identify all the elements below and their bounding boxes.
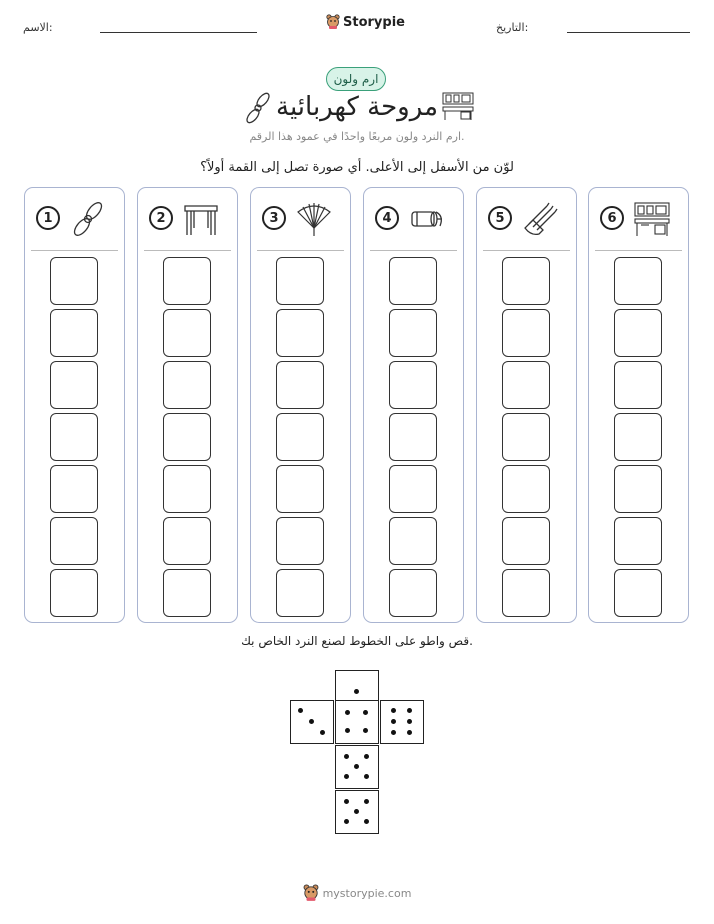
date-label: التاريخ: [496, 21, 529, 34]
dice-net [290, 670, 424, 836]
column-divider [595, 250, 682, 251]
color-square[interactable] [502, 309, 550, 357]
color-square[interactable] [502, 465, 550, 513]
dice-pip [391, 719, 396, 724]
color-square[interactable] [50, 257, 98, 305]
dice-pip [407, 719, 412, 724]
color-square[interactable] [163, 361, 211, 409]
color-square[interactable] [163, 465, 211, 513]
color-square[interactable] [50, 361, 98, 409]
dice-pip [407, 730, 412, 735]
color-square[interactable] [163, 569, 211, 617]
color-square[interactable] [163, 257, 211, 305]
dice-pip [354, 689, 359, 694]
activity-badge: ارم ولون [326, 67, 386, 91]
color-square[interactable] [389, 569, 437, 617]
color-square[interactable] [276, 413, 324, 461]
column-divider [144, 250, 231, 251]
brand-name: Storypie [343, 14, 405, 30]
color-square[interactable] [389, 361, 437, 409]
dice-pip [298, 708, 303, 713]
column-1 [24, 187, 125, 623]
dice-pip [391, 730, 396, 735]
name-line[interactable] [100, 32, 257, 33]
color-square[interactable] [614, 413, 662, 461]
dice-pip [363, 710, 368, 715]
column-number: 6 [600, 206, 624, 230]
color-square[interactable] [502, 569, 550, 617]
page-title: مروحة كهربائية [276, 92, 438, 122]
column-number: 2 [149, 206, 173, 230]
dice-pip [354, 809, 359, 814]
dice-pip [364, 774, 369, 779]
fan-blade-icon [69, 200, 107, 238]
hand-fan-icon [295, 200, 333, 238]
color-square[interactable] [276, 257, 324, 305]
color-square[interactable] [389, 257, 437, 305]
color-square[interactable] [502, 517, 550, 565]
bear-mascot-icon [303, 884, 319, 902]
footer-url[interactable]: mystorypie.com [322, 886, 412, 900]
motor-icon [408, 200, 446, 238]
column-4 [363, 187, 464, 623]
color-square[interactable] [614, 517, 662, 565]
color-square[interactable] [389, 309, 437, 357]
color-square[interactable] [502, 257, 550, 305]
dice-pip [345, 710, 350, 715]
dice-pip [363, 728, 368, 733]
dice-pip [344, 754, 349, 759]
column-number: 1 [36, 206, 60, 230]
name-label: الاسم: [23, 21, 53, 34]
color-square[interactable] [50, 465, 98, 513]
dice-face-left [290, 700, 334, 744]
column-divider [31, 250, 118, 251]
footer [0, 884, 714, 902]
dice-face-bottom [335, 790, 379, 834]
color-square[interactable] [276, 465, 324, 513]
dice-pip [364, 819, 369, 824]
dice-pip [320, 730, 325, 735]
dice-pip [364, 754, 369, 759]
color-square[interactable] [163, 413, 211, 461]
color-square[interactable] [614, 309, 662, 357]
color-square[interactable] [389, 517, 437, 565]
column-divider [483, 250, 570, 251]
color-square[interactable] [276, 309, 324, 357]
brand-logo [326, 14, 405, 30]
bear-mascot-icon [326, 14, 340, 30]
wires-bundle-icon [521, 200, 559, 238]
color-square[interactable] [614, 465, 662, 513]
column-5 [476, 187, 577, 623]
dice-face-center [335, 700, 379, 744]
dice-pip [354, 764, 359, 769]
color-square[interactable] [389, 465, 437, 513]
color-square[interactable] [502, 361, 550, 409]
column-3 [250, 187, 351, 623]
dice-pip [391, 708, 396, 713]
color-square[interactable] [614, 569, 662, 617]
color-square[interactable] [389, 413, 437, 461]
dice-pip [345, 728, 350, 733]
color-square[interactable] [163, 517, 211, 565]
column-divider [370, 250, 457, 251]
question: لوّن من الأسفل إلى الأعلى. أي صورة تصل إلى القمة أولاً؟ [200, 160, 514, 175]
color-square[interactable] [276, 569, 324, 617]
color-square[interactable] [50, 517, 98, 565]
dice-pip [309, 719, 314, 724]
date-line[interactable] [567, 32, 690, 33]
color-square[interactable] [276, 517, 324, 565]
color-square[interactable] [50, 413, 98, 461]
color-square[interactable] [502, 413, 550, 461]
dice-pip [344, 799, 349, 804]
column-number: 3 [262, 206, 286, 230]
column-2 [137, 187, 238, 623]
dice-pip [344, 774, 349, 779]
color-square[interactable] [50, 309, 98, 357]
subtitle: ارم النرد ولون مربعًا واحدًا في عمود هذا الرقم. [249, 130, 465, 143]
color-square[interactable] [614, 361, 662, 409]
workshop-bench-icon [441, 90, 475, 122]
dice-instruction: قص واطو على الخطوط لصنع النرد الخاص بك. [241, 634, 473, 648]
color-square[interactable] [50, 569, 98, 617]
color-square[interactable] [276, 361, 324, 409]
column-number: 5 [488, 206, 512, 230]
table-icon [182, 200, 220, 238]
column-divider [257, 250, 344, 251]
dice-pip [344, 819, 349, 824]
workshop-bench-icon [633, 200, 671, 238]
column-6 [588, 187, 689, 623]
dice-pip [364, 799, 369, 804]
dice-face-right [380, 700, 424, 744]
dice-face-lower [335, 745, 379, 789]
color-square[interactable] [163, 309, 211, 357]
dice-pip [407, 708, 412, 713]
color-square[interactable] [614, 257, 662, 305]
column-number: 4 [375, 206, 399, 230]
